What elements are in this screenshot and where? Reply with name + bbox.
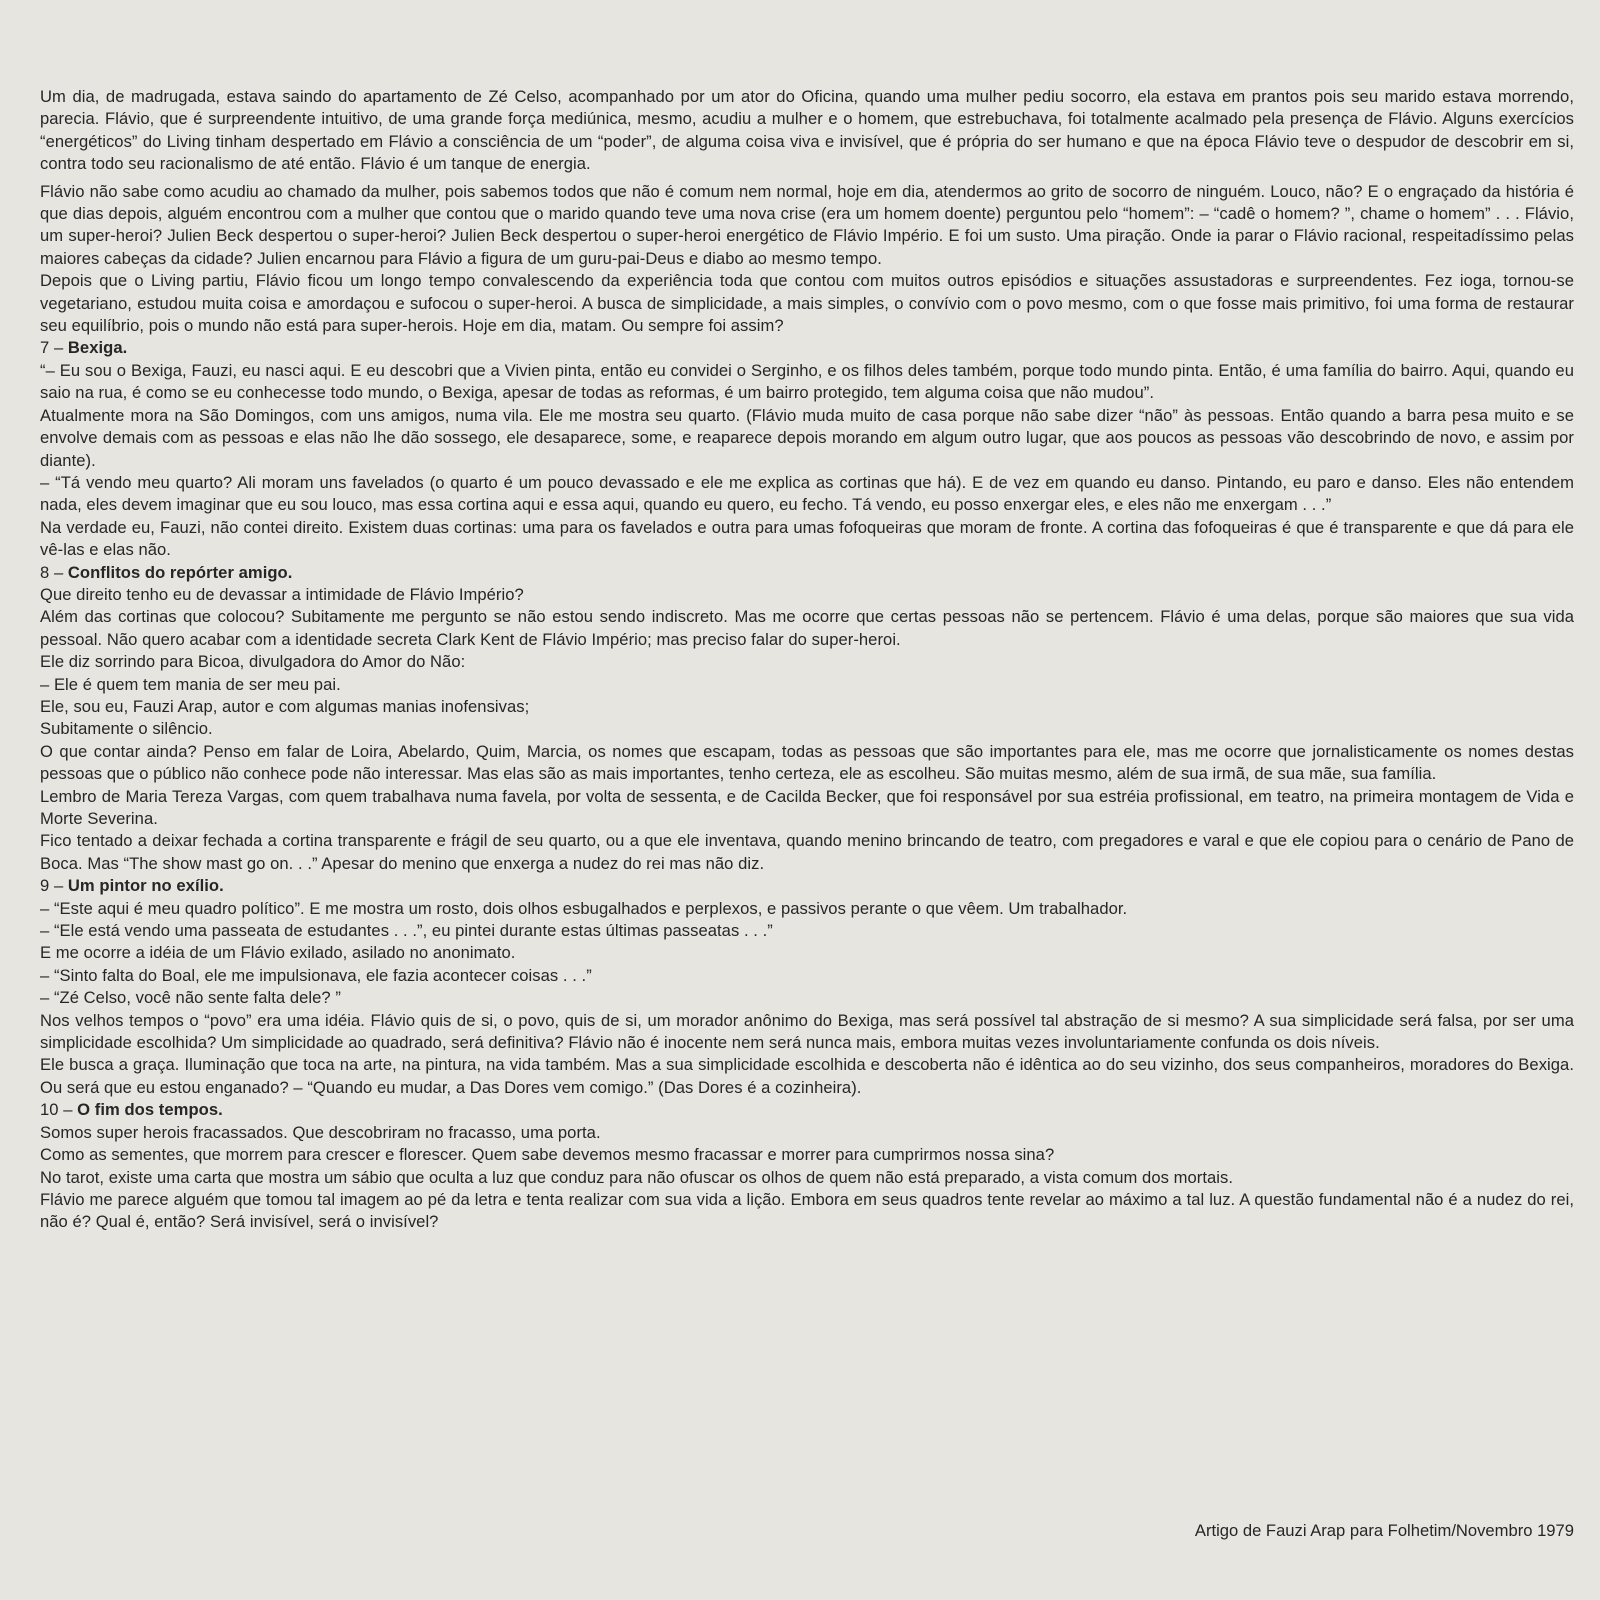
paragraph [40,1054,1574,1099]
paragraph [40,965,1574,987]
paragraph-text: Flávio não sabe como acudiu ao chamado da mulher, pois sabemos todos que não é comum nem normal, hoje em dia, atendermos ao grito de socorro de ninguém. Louco, não? E o engraçado da história é que dias depois, alguém encontrou com a mulher que contou que o marido quando teve uma nova crise (era um homem doente) perguntou pelo “homem”: – “cadê o homem? ”, chame o homem” . . . Flávio, um super-heroi? Julien Beck despertou o super-heroi? Julien Beck despertou o super-heroi energético de Flávio Império. E foi um susto. Uma piração. Onde ia parar o Flávio racional, respeitadíssimo pelas maiores cabeças da cidade? Julien encarnou para Flávio a figura de um guru-pai-Deus e diabo ao mesmo tempo. [40,181,1574,268]
paragraph-text: Na verdade eu, Fauzi, não contei direito. Existem duas cortinas: uma para os favelados e outra para umas fofoqueiras que moram de fronte. A cortina das fofoqueiras é que é transparente e que dá para ele vê-las e elas não. [40,517,1574,560]
paragraph-text: – “Tá vendo meu quarto? Ali moram uns favelados (o quarto é um pouco devassado e ele me explica as cortinas que há). E de vez em quando eu danso. Pintando, eu paro e danso. Eles não entendem nada, eles devem imaginar que eu sou louco, mas essa cortina aqui e essa aqui, quando eu quero, eu fecho. Tá vendo, eu posso enxergar eles, e eles não me enxergam . . .” [40,472,1574,515]
paragraph-text: Subitamente o silêncio. [40,719,213,739]
paragraph-text: O que contar ainda? Penso em falar de Loira, Abelardo, Quim, Marcia, os nomes que escapam, todas as pessoas que são importantes para ele, mas me ocorre que jornalisticamente os nomes destas pessoas que o público não conhece pode não interessar. Mas elas são as mais importantes, tenho certeza, ele as escolheu. São muitas mesmo, além de sua irmã, de sua mãe, sua família. [40,741,1574,784]
paragraph [40,360,1574,405]
paragraph-text: Como as sementes, que morrem para crescer e florescer. Quem sabe devemos mesmo fracassar e morrer para cumprirmos nossa sina? [40,1145,1055,1165]
paragraph-text: Nos velhos tempos o “povo” era uma idéia. Flávio quis de si, o povo, quis de si, um morador anônimo do Bexiga, mas será possível tal abstração de si mesmo? A sua simplicidade será falsa, por ser uma simplicidade escolhida? Um simplicidade ao quadrado, será definitiva? Flávio não é inocente nem será nunca mais, embora muitas vezes involuntariamente confunda os dois níveis. [40,1010,1574,1053]
paragraph [40,1189,1574,1234]
section-heading [40,1099,1574,1121]
paragraph [40,405,1574,472]
paragraph-text: No tarot, existe uma carta que mostra um sábio que oculta a luz que conduz para não ofuscar os olhos de quem não está preparado, a vista comum dos mortais. [40,1167,1234,1187]
paragraph [40,786,1574,831]
paragraph-text: Depois que o Living partiu, Flávio ficou um longo tempo convalescendo da experiência toda que contou com muitos outros episódios e situações assustadoras e surpreendentes. Fez ioga, tornou-se vegetariano, estudou muita coisa e amordaçou e sufocou o super-heroi. A busca de simplicidade, a mais simples, o convívio com o povo mesmo, com o que fosse mais primitivo, foi uma forma de restaurar seu equilíbrio, pois o mundo não está para super-herois. Hoje em dia, matam. Ou sempre foi assim? [40,271,1574,336]
paragraph-text: – “Ele está vendo uma passeata de estudantes . . .”, eu pintei durante estas últimas passeatas . . .” [40,921,773,941]
paragraph [40,606,1574,651]
paragraph-text: 9 – [40,876,68,896]
paragraph-text: – Ele é quem tem mania de ser meu pai. [40,674,341,694]
paragraph [40,898,1574,920]
paragraph [40,270,1574,337]
paragraph [40,942,1574,964]
paragraph [40,651,1574,673]
paragraph [40,741,1574,786]
paragraph [40,517,1574,562]
paragraph-text: E me ocorre a idéia de um Flávio exilado, asilado no anonimato. [40,943,516,963]
paragraph [40,920,1574,942]
paragraph [40,718,1574,740]
paragraph [40,1122,1574,1144]
paragraph-text: Ele busca a graça. Iluminação que toca na arte, na pintura, na vida também. Mas a sua simplicidade escolhida e descoberta não é idêntica ao do seu vizinho, dos seus companheiros, moradores do Bexiga. Ou será que eu estou enganado? – “Quando eu mudar, a Das Dores vem comigo.” (Das Dores é a cozinheira). [40,1055,1574,1097]
paragraph-text: “– Eu sou o Bexiga, Fauzi, eu nasci aqui. E eu descobri que a Vivien pinta, então eu convidei o Serginho, e os filhos deles também, porque todo mundo pinta. Então, é uma família do bairro. Aqui, quando eu saio na rua, é como se eu conhecesse todo mundo, o Bexiga, apesar de todas as reformas, é um bairro protegido, tem alguma coisa que não mudou”. [40,360,1574,403]
paragraph [40,1010,1574,1055]
paragraph [40,987,1574,1009]
section-heading [40,337,1574,359]
paragraph [40,830,1574,875]
paragraph-text: Somos super herois fracassados. Que descobriram no fracasso, uma porta. [40,1122,601,1142]
paragraph-text: Fico tentado a deixar fechada a cortina transparente e frágil de seu quarto, ou a que ele inventava, quando menino brincando de teatro, com pregadores e varal e que ele copiou para o cenário de Pano de Boca. Mas “The show mast go on. . .” Apesar do menino que enxerga a nudez do rei mas não diz. [40,831,1574,873]
paragraph-text: 7 – [40,338,68,358]
paragraph-text: Lembro de Maria Tereza Vargas, com quem trabalhava numa favela, por volta de sessenta, e de Cacilda Becker, que foi responsável por sua estréia profissional, em teatro, na primeira montagem de Vida e Morte Severina. [40,786,1574,828]
paragraph [40,472,1574,517]
paragraph-text: Que direito tenho eu de devassar a intimidade de Flávio Império? [40,584,524,604]
article-body [40,86,1574,1234]
paragraph-text: Ele diz sorrindo para Bicoa, divulgadora do Amor do Não: [40,652,466,672]
paragraph-text: Flávio me parece alguém que tomou tal imagem ao pé da letra e tenta realizar com sua vida a lição. Embora em seus quadros tente revelar ao máximo a tal luz. A questão fundamental não é a nudez do rei, não é? Qual é, então? Será invisível, será o invisível? [40,1189,1574,1232]
paragraph-text: 8 – [40,562,68,582]
paragraph [40,1167,1574,1189]
paragraph-text: – “Zé Celso, você não sente falta dele? ” [40,988,341,1008]
paragraph-text: – “Este aqui é meu quadro político”. E me mostra um rosto, dois olhos esbugalhados e perplexos, e passivos perante o que vêem. Um trabalhador. [40,898,1128,918]
paragraph-text: Um dia, de madrugada, estava saindo do apartamento de Zé Celso, acompanhado por um ator do Oficina, quando uma mulher pediu socorro, ela estava em prantos pois seu marido estava morrendo, parecia. Flávio, que é surpreendente intuitivo, de uma grande força mediúnica, mesmo, acudiu a mulher e o homem, que estrebuchava, foi totalmente acalmado pela presença de Flávio. Alguns exercícios “energéticos” do Living tinham despertado em Flávio a consciência de um “poder”, de alguma coisa viva e invisível, que é própria do ser humano e que na época Flávio teve o despudor de descobrir em si, contra todo seu racionalismo de até então. Flávio é um tanque de energia. [40,87,1574,174]
paragraph-text: Atualmente mora na São Domingos, com uns amigos, numa vila. Ele me mostra seu quarto. (Flávio muda muito de casa porque não sabe dizer “não” às pessoas. Então quando a barra pesa muito e se envolve demais com as pessoas e elas não lhe dão sossego, ele desaparece, some, e reaparece depois morando em algum outro lugar, que aos poucos as pessoas vão descobrindo de novo, e assim por diante). [40,405,1574,470]
paragraph [40,674,1574,696]
paragraph [40,181,1574,271]
section-title: O fim dos tempos. [77,1100,223,1120]
paragraph [40,696,1574,718]
section-heading [40,562,1574,584]
article-credit: Artigo de Fauzi Arap para Folhetim/Novembro 1979 [1194,1521,1574,1540]
section-title: Conflitos do repórter amigo. [67,562,293,582]
paragraph [40,584,1574,606]
paragraph-text: Além das cortinas que colocou? Subitamente me pergunto se não estou sendo indiscreto. Mas me ocorre que certas pessoas não se pertencem. Flávio é uma delas, porque são maiores que sua vida pessoal. Não quero acabar com a identidade secreta Clark Kent de Flávio Império; mas preciso falar do super-heroi. [40,607,1574,649]
section-title: Um pintor no exílio. [67,876,224,896]
paragraph-text: 10 – [40,1100,78,1120]
paragraph-text: – “Sinto falta do Boal, ele me impulsionava, ele fazia acontecer coisas . . .” [40,965,592,985]
section-title: Bexiga. [67,338,128,358]
paragraph [40,86,1574,176]
paragraph [40,1144,1574,1166]
paragraph-text: Ele, sou eu, Fauzi Arap, autor e com algumas manias inofensivas; [40,696,530,716]
section-heading [40,875,1574,897]
